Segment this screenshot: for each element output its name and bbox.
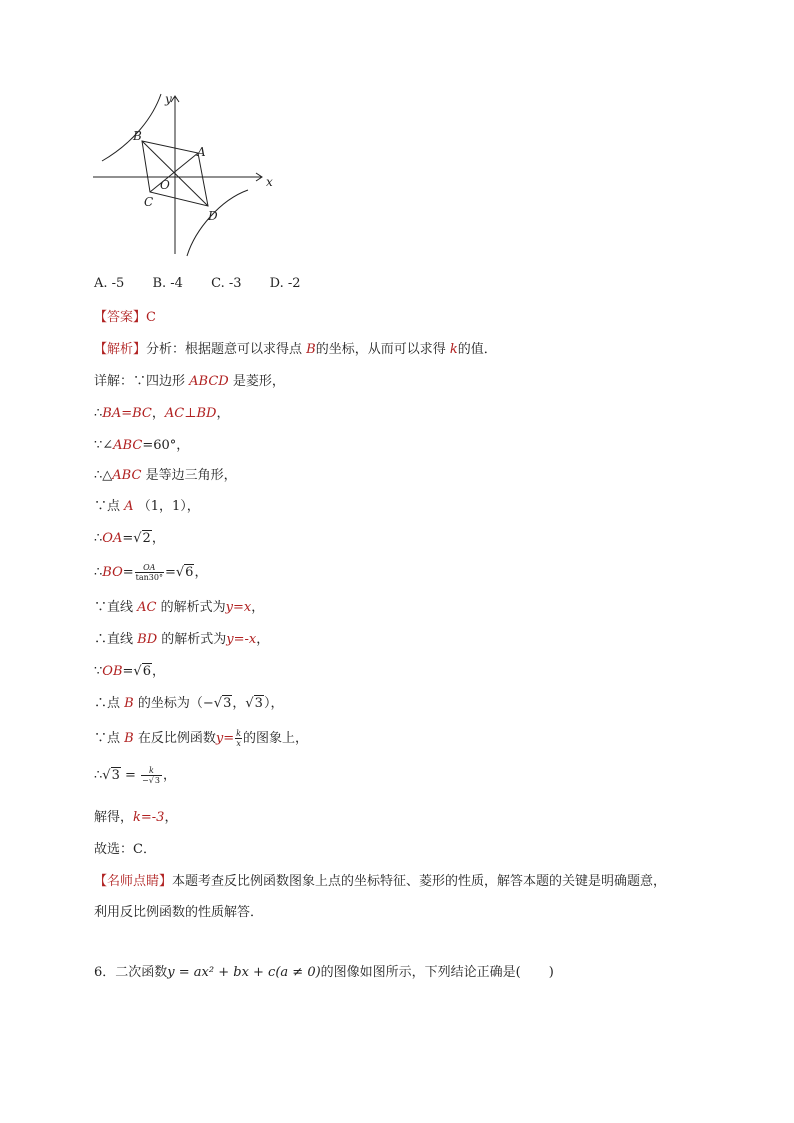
step-13: ∴√3 = $\frac{k}{-√3}$ ，: [94, 766, 176, 785]
option-d[interactable]: D. -2: [269, 276, 301, 291]
step-7: ∴BO= $\frac{OA}{\tan 30^\circ}$ =√6，: [94, 563, 208, 582]
step-10: ∵OB=√6，: [94, 664, 165, 679]
option-c[interactable]: C. -3: [211, 276, 242, 291]
analysis-var-k: k: [449, 342, 458, 357]
analysis-text-1: 分析：根据题意可以求得点: [146, 342, 303, 357]
step-11: ∴点 B 的坐标为（−√3，√3），: [94, 696, 284, 711]
step-3: ∵∠ABC=60°，: [94, 438, 190, 453]
analysis-line: [94, 340, 497, 360]
step-9: ∴直线 BD 的解析式为y=-x，: [94, 632, 270, 647]
question-formula: y = ax² + bx + c(a ≠ 0): [167, 965, 321, 980]
rhombus-hyperbola-figure: [90, 90, 280, 260]
x-axis-label: x: [266, 175, 273, 189]
question-number: 6．: [94, 965, 116, 980]
analysis-text-2: 的坐标，从而可以求得: [315, 342, 446, 357]
point-a-label: A: [197, 145, 206, 159]
hyperbola-branch-lower-right: [187, 190, 248, 256]
analysis-text-3: 的值．: [457, 342, 497, 357]
fraction-k-over-neg-sqrt3: $\frac{k}{-√3}$: [142, 766, 160, 785]
sqrt-2: √2: [133, 531, 151, 546]
step-4: ∴△ABC 是等边三角形，: [94, 468, 237, 483]
step-2: ∴BA=BC，AC⊥BD，: [94, 406, 230, 421]
origin-label: O: [160, 178, 170, 192]
y-axis-label: y: [165, 92, 172, 106]
step-5: ∵点 A （1，1），: [94, 499, 200, 514]
analysis-tag: 【解析】: [94, 342, 147, 357]
question-6: 6．二次函数y = ax² + bx + c(a ≠ 0)的图像如图所示，下列结论正确是( ): [94, 965, 554, 980]
point-b-label: B: [133, 129, 142, 143]
point-c-label: C: [144, 195, 154, 209]
answer-value: C: [146, 310, 156, 325]
sqrt-6: √6: [175, 565, 194, 580]
step-14: 解得，k=-3，: [94, 810, 178, 825]
answer-tag: 【答案】: [94, 310, 147, 325]
option-b[interactable]: B. -4: [152, 276, 183, 291]
tip-tag: 【名师点睛】: [94, 874, 173, 889]
sqrt-6b: √6: [133, 664, 151, 679]
fraction-oa-tan30: $\frac{OA}{\tan 30^\circ}$: [135, 563, 163, 582]
step-1: 详解：∵四边形 ABCD 是菱形，: [94, 374, 285, 389]
tip-line-1: 【名师点睛】本题考查反比例函数图象上点的坐标特征、菱形的性质，解答本题的关键是明确题意，: [94, 874, 667, 889]
diagonal-ac: [150, 153, 198, 192]
step-6: ∴OA=√2，: [94, 531, 165, 546]
option-a[interactable]: A. -5: [94, 276, 125, 291]
point-d-label: D: [208, 209, 218, 223]
step-15: 故选：C．: [94, 842, 156, 857]
step-8: ∵直线 AC 的解析式为y=x，: [94, 600, 265, 615]
tip-line-2: 利用反比例函数的性质解答．: [94, 905, 264, 920]
analysis-var-b: B: [306, 342, 316, 357]
answer-options: [94, 274, 325, 294]
answer-line: [94, 308, 156, 328]
fraction-k-over-x: $\frac{k}{x}$: [236, 729, 241, 748]
step-12: ∵点 B 在反比例函数y= $\frac{k}{x}$ 的图象上，: [94, 729, 309, 748]
